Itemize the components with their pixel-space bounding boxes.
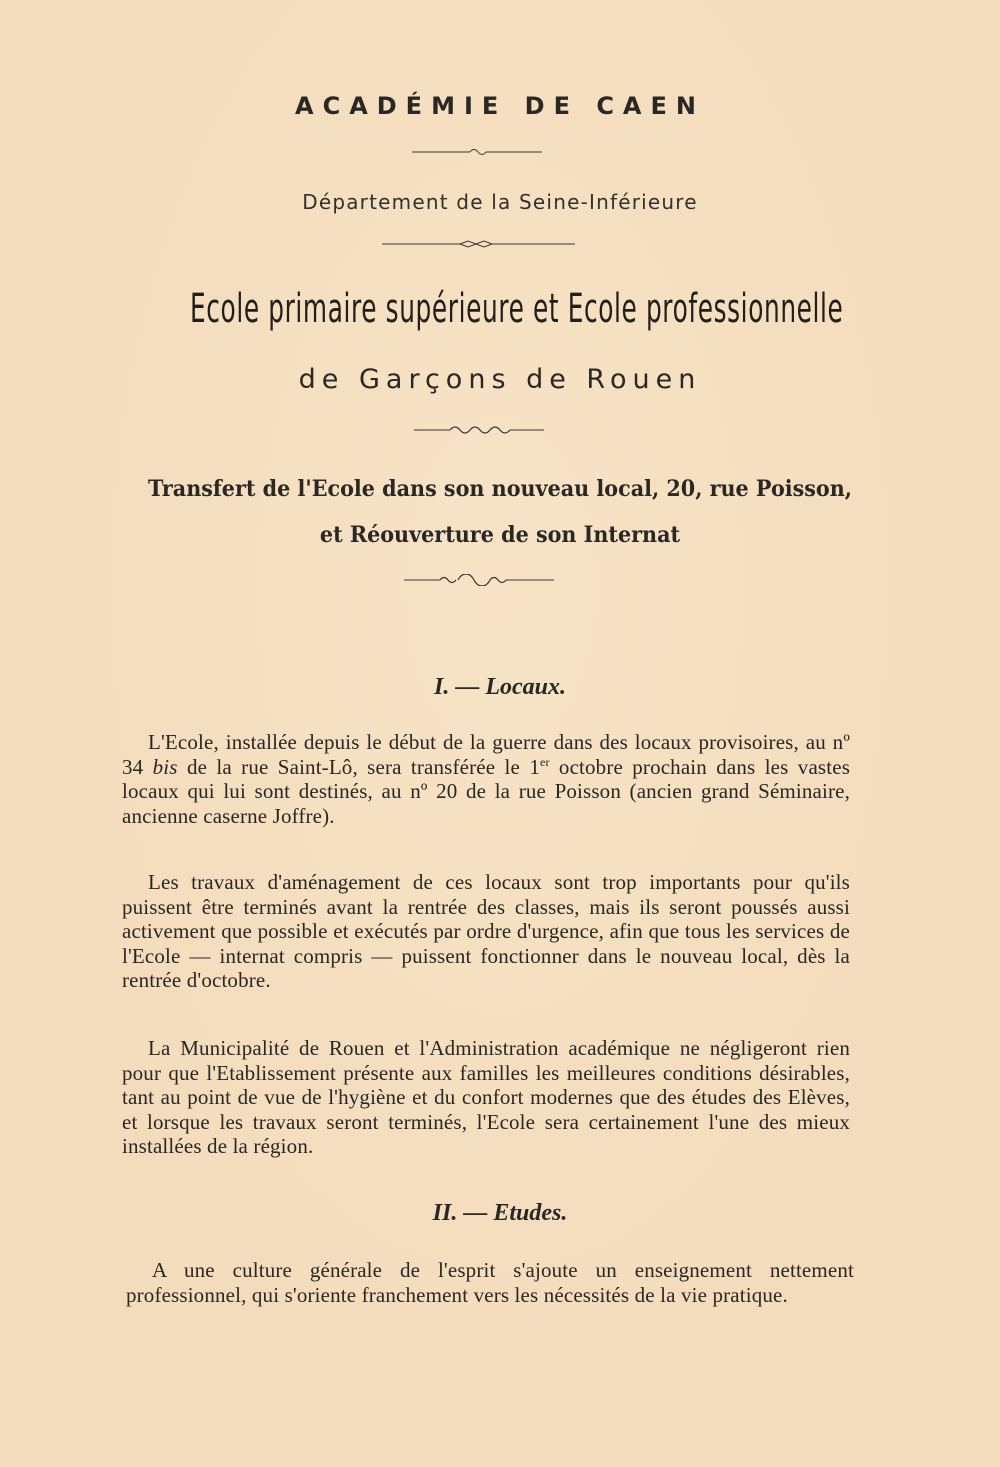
school-subtitle: de Garçons de Rouen xyxy=(298,364,702,395)
p1-ordinal-number: 1 xyxy=(529,754,540,779)
ornament-divider-4 xyxy=(0,574,1000,586)
paragraph-etudes-1: A une culture générale de l'esprit s'ajoute un enseignement nettement professionnel, qui s'oriente franchement vers les nécessités de la vie pratique. xyxy=(126,1258,854,1307)
departement-line: Département de la Seine-Inférieure xyxy=(302,190,698,214)
school-title: Ecole primaire supérieure et Ecole professionnelle xyxy=(190,286,844,332)
p1-ordinal-suffix: er xyxy=(539,754,550,769)
section-heading-locaux: I. — Locaux. xyxy=(434,674,566,700)
ornament-divider-2 xyxy=(0,238,1000,250)
ornament-divider-1 xyxy=(0,146,1000,158)
p1-text-b: de la rue Saint-Lô, sera transférée le xyxy=(177,754,530,779)
p1-text-c: octobre prochain dans les vastes locaux qui lui sont destinés, au nº 20 de la rue Poisson (ancien grand Séminaire, ancienne caserne Joffre). xyxy=(122,754,851,828)
p1-bis-italic: bis xyxy=(152,754,178,779)
section-heading-etudes: II. — Etudes. xyxy=(432,1200,568,1226)
transfert-title-line-2: et Réouverture de son Internat xyxy=(319,522,681,548)
paragraph-locaux-3: La Municipalité de Rouen et l'Administration académique ne négligeront rien pour que l'Etablissement présente aux familles les meilleures conditions désirables, tant au point de vue de l'hygiène et du confort modernes que des études des Elèves, et lorsque les travaux seront terminés, l'Ecole sera certainement l'une des mieux installées de la région. xyxy=(122,1036,850,1158)
transfert-title-line-1: Transfert de l'Ecole dans son nouveau local, 20, rue Poisson, xyxy=(147,476,853,502)
paragraph-locaux-1 xyxy=(122,730,850,828)
paragraph-locaux-2: Les travaux d'aménagement de ces locaux sont trop importants pour qu'ils puissent être terminés avant la rentrée des classes, mais ils seront poussés aussi activement que possible et exécutés par ordre d'urgence, afin que tous les services de l'Ecole — internat compris — puissent fonctionner dans le nouveau local, dès la rentrée d'octobre. xyxy=(122,870,850,992)
ornament-divider-3 xyxy=(0,424,1000,436)
academie-header: ACADÉMIE DE CAEN xyxy=(295,92,705,120)
p1-text-a: L'Ecole, installée depuis le début de la guerre dans des locaux provisoires, au nº 34 xyxy=(122,730,850,779)
